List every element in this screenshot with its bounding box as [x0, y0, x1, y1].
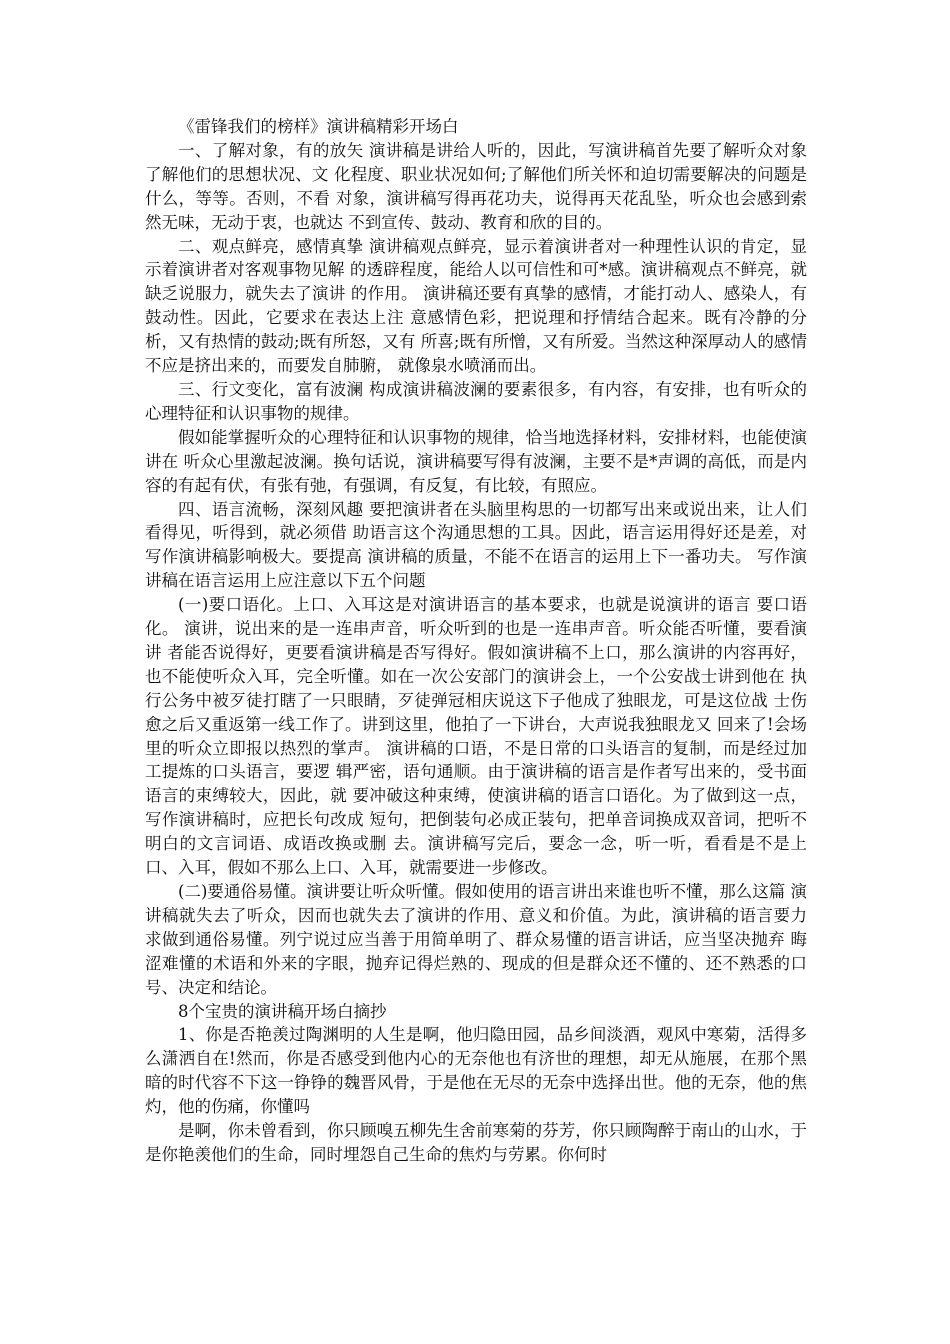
section-heading-openings: 8个宝贵的演讲稿开场白摘抄: [178, 1001, 387, 1021]
document-body: [145, 115, 807, 1167]
paragraph-continuation: 是啊，你未曾看到，你只顾嗅五柳先生舍前寒菊的芬芳，你只顾陶醉于南山的山水，于是你艳羡他们的生命，同时埋怨自己生命的焦灼与劳累。你何时: [145, 1121, 807, 1164]
paragraph-fluent-language: 四、语言流畅，深刻风趣 要把演讲者在头脑里构思的一切都写出来或说出来，让人们看得见，听得到，就必须借 助语言这个沟通思想的工具。因此，语言运用得好还是差，对写作演讲稿影响极大。要提高 演讲稿的质量，不能不在语言的运用上下一番功夫。 写作演讲稿在语言运用上应注意以下五个问题: [145, 499, 807, 591]
paragraph-clear-viewpoint: 二、观点鲜亮，感情真挚 演讲稿观点鲜亮，显示着演讲者对一种理性认识的肯定，显示着演讲者对客观事物见解 的透辟程度，能给人以可信性和可*感。演讲稿观点不鲜亮，就缺乏说服力，就失去了演讲 的作用。 演讲稿还要有真挚的感情，才能打动人、感染人，有鼓动性。因此，它要求在表达上注 意感情色彩，把说理和抒情结合起来。既有冷静的分析，又有热情的鼓动;既有所怒，又有 所喜;既有所憎，又有所爱。当然这种深厚动人的感情不应是挤出来的，而要发自肺腑， 就像泉水喷涌而出。: [145, 236, 807, 376]
document-title: 《雷锋我们的榜样》演讲稿精彩开场白: [178, 117, 459, 136]
paragraph-tao-yuanming: 1、你是否艳羡过陶渊明的人生是啊，他归隐田园，品乡间淡酒，观风中寒菊，活得多么潇洒自在!然而，你是否感受到他内心的无奈他也有济世的理想，却无从施展，在那个黑暗的时代容不下这一铮铮的魏晋风骨，于是他在无尽的无奈中选择出世。他的无奈，他的焦灼，他的伤痛，你懂吗: [145, 1025, 807, 1117]
paragraph-understand-audience: 一、了解对象，有的放矢 演讲稿是讲给人听的，因此，写演讲稿首先要了解听众对象了解他们的思想状况、文 化程度、职业状况如何;了解他们所关怀和迫切需要解决的问题是什么，等等。否则，不看 对象，演讲稿写得再花功夫，说得再天花乱坠，听众也会感到索然无味，无动于衷，也就达 不到宣传、鼓动、教育和欣的目的。: [145, 140, 807, 232]
paragraph-colloquial: (一)要口语化。上口、入耳这是对演讲语言的基本要求，也就是说演讲的语言 要口语化。 演讲，说出来的是一连串声音，听众听到的也是一连串声音。听众能否听懂，要看演讲 者能否说得好，更要看演讲稿是否写得好。假如演讲稿不上口，那么演讲的内容再好， 也不能使听众入耳，完全听懂。如在一次公安部门的演讲会上，一个公安战士讲到他在 执行公务中被歹徒打瞎了一只眼睛，歹徒弹冠相庆说这下子他成了独眼龙，可是这位战 士伤愈之后又重返第一线工作了。讲到这里，他拍了一下讲台，大声说我独眼龙又 回来了!会场里的听众立即报以热烈的掌声。 演讲稿的口语，不是日常的口头语言的复制，而是经过加工提炼的口头语言，要逻 辑严密，语句通顺。由于演讲稿的语言是作者写出来的，受书面语言的束缚较大，因此，就 要冲破这种束缚，使演讲稿的语言口语化。为了做到这一点，写作演讲稿时，应把长句改成 短句，把倒装句必成正装句，把单音词换成双音词，把听不明白的文言词语、成语改换或删 去。演讲稿写完后，要念一念，听一听，看看是不是上口、入耳，假如不那么上口、入耳，就需要进一步修改。: [145, 595, 807, 878]
paragraph-varied-writing: 三、行文变化，富有波澜 构成演讲稿波澜的要素很多，有内容，有安排，也有听众的心理特征和认识事物的规律。: [145, 379, 807, 423]
paragraph-plain-language: (二)要通俗易懂。演讲要让听众听懂。假如使用的语言讲出来谁也听不懂，那么这篇 演讲稿就失去了听众，因而也就失去了演讲的作用、意义和价值。为此，演讲稿的语言要力 求做到通俗易懂。列宁说过应当善于用简单明了、群众易懂的语言讲话，应当坚决抛弃 晦涩难懂的术语和外来的字眼，抛弃记得烂熟的、现成的但是群众还不懂的、还不熟悉的口 号、决定和结论。: [145, 882, 807, 997]
paragraph-audience-psychology: 假如能掌握听众的心理特征和认识事物的规律，恰当地选择材料，安排材料，也能使演讲在 听众心里激起波澜。换句话说，演讲稿要写得有波澜，主要不是*声调的高低，而是内容的有起有伏，有张有弛，有强调，有反复，有比较，有照应。: [145, 427, 807, 495]
